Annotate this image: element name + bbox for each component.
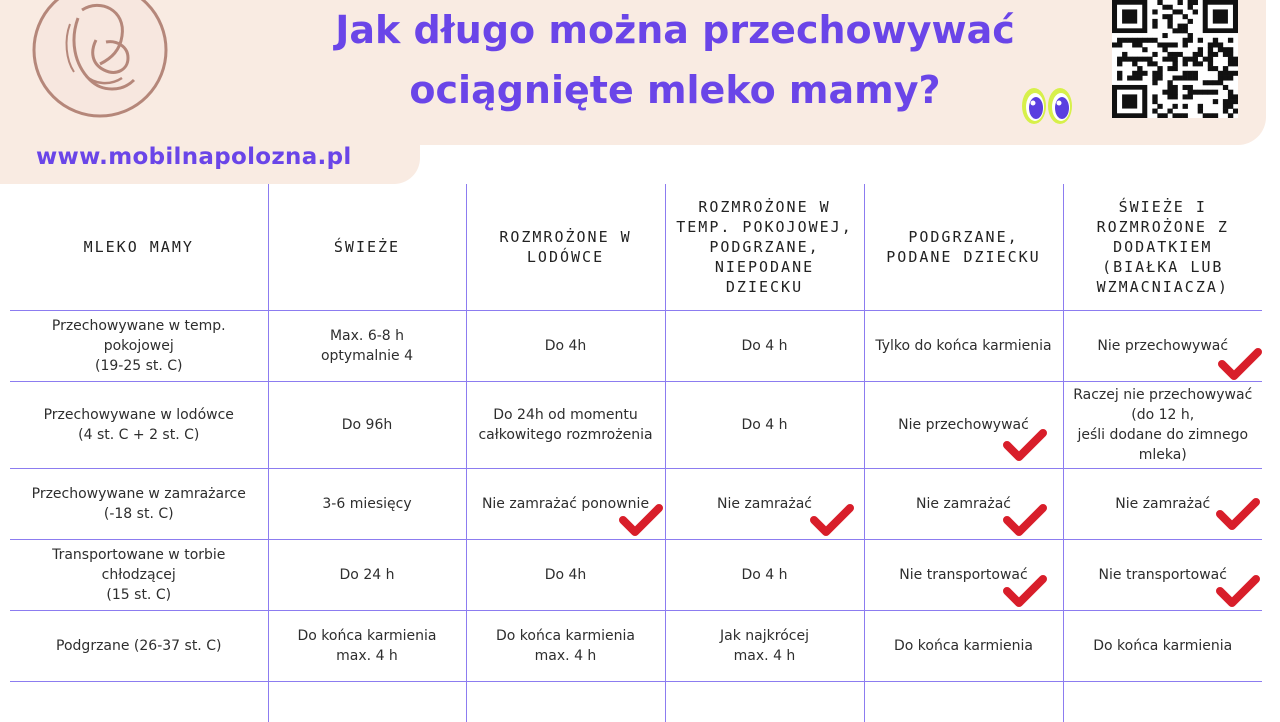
table-cell bbox=[466, 682, 665, 722]
cell-text: Do 4 h bbox=[741, 338, 787, 354]
table-cell bbox=[268, 382, 466, 469]
check-mark-icon bbox=[1003, 503, 1047, 537]
table-cell bbox=[864, 311, 1063, 382]
cell-text: Max. 6-8 h optymalnie 4 bbox=[321, 328, 413, 364]
table-cell bbox=[466, 311, 665, 382]
row-label: Przechowywane w lodówce (4 st. C + 2 st. C) bbox=[10, 382, 268, 469]
mother-baby-logo-icon bbox=[30, 0, 170, 120]
cell-text: 3-6 miesięcy bbox=[322, 496, 411, 512]
table-row bbox=[10, 311, 1262, 382]
cell-text: Do 4 h bbox=[741, 417, 787, 433]
cell-text: Nie transportować bbox=[899, 567, 1027, 583]
table-cell bbox=[1063, 682, 1262, 722]
check-mark-icon bbox=[1003, 574, 1047, 608]
table-row bbox=[10, 682, 1262, 722]
cell-text: Nie przechowywać bbox=[898, 417, 1029, 433]
table-cell bbox=[665, 382, 864, 469]
title-line-1: Jak długo można przechowywać bbox=[180, 0, 1170, 60]
check-mark-icon bbox=[1218, 347, 1262, 381]
table-cell bbox=[864, 611, 1063, 682]
eyes-icon bbox=[1020, 84, 1076, 128]
cell-text: Do 4h bbox=[545, 338, 587, 354]
table-cell bbox=[864, 469, 1063, 540]
table-cell bbox=[665, 469, 864, 540]
column-header-thawed-fridge: ROZMROŻONE W LODÓWCE bbox=[466, 184, 665, 311]
row-label: Przechowywane w zamrażarce (-18 st. C) bbox=[10, 469, 268, 540]
cell-text: Nie zamrażać bbox=[717, 496, 812, 512]
table-cell bbox=[665, 311, 864, 382]
table-cell bbox=[1063, 469, 1262, 540]
table-row bbox=[10, 469, 1262, 540]
storage-table bbox=[10, 184, 1262, 722]
row-label: Przechowywane w temp. pokojowej (19-25 st. C) bbox=[10, 311, 268, 382]
cell-text: Jak najkrócej max. 4 h bbox=[720, 628, 809, 664]
cell-text: Nie zamrażać bbox=[1115, 496, 1210, 512]
cell-text: Nie zamrażać bbox=[916, 496, 1011, 512]
cell-text: Do 4 h bbox=[741, 567, 787, 583]
table-cell bbox=[466, 382, 665, 469]
column-header-milk: MLEKO MAMY bbox=[10, 184, 268, 311]
cell-text: Do 96h bbox=[342, 417, 392, 433]
table-cell bbox=[864, 540, 1063, 611]
cell-text: Nie przechowywać bbox=[1097, 338, 1228, 354]
column-header-fresh: ŚWIEŻE bbox=[268, 184, 466, 311]
table-row bbox=[10, 611, 1262, 682]
check-mark-icon bbox=[619, 503, 663, 537]
table-cell bbox=[268, 469, 466, 540]
cell-text: Do końca karmienia max. 4 h bbox=[297, 628, 436, 664]
table-cell bbox=[466, 469, 665, 540]
title-line-2: ociągnięte mleko mamy? bbox=[180, 60, 1170, 120]
table-cell bbox=[1063, 611, 1262, 682]
cell-text: Do końca karmienia bbox=[894, 638, 1033, 654]
cell-text: Raczej nie przechowywać (do 12 h, jeśli dodane do zimnego mleka) bbox=[1073, 387, 1252, 463]
check-mark-icon bbox=[810, 503, 854, 537]
check-mark-icon bbox=[1216, 574, 1260, 608]
table-cell bbox=[1063, 311, 1262, 382]
check-mark-icon bbox=[1216, 497, 1260, 531]
cell-text: Nie zamrażać ponownie bbox=[482, 496, 649, 512]
cell-text: Do 4h bbox=[545, 567, 587, 583]
cell-text: Nie transportować bbox=[1099, 567, 1227, 583]
table-cell bbox=[864, 682, 1063, 722]
cell-text: Do 24 h bbox=[340, 567, 395, 583]
table-cell bbox=[1063, 382, 1262, 469]
table-row bbox=[10, 382, 1262, 469]
column-header-warmed-served: PODGRZANE, PODANE DZIECKU bbox=[864, 184, 1063, 311]
qr-code-icon bbox=[1112, 0, 1238, 118]
table-cell bbox=[466, 540, 665, 611]
table-header-row bbox=[10, 184, 1262, 311]
table-cell bbox=[1063, 540, 1262, 611]
table-cell bbox=[864, 382, 1063, 469]
cell-text: Do końca karmienia bbox=[1093, 638, 1232, 654]
table-cell bbox=[665, 611, 864, 682]
table-cell bbox=[268, 540, 466, 611]
cell-text: Do końca karmienia max. 4 h bbox=[496, 628, 635, 664]
column-header-with-additive: ŚWIEŻE I ROZMROŻONE Z DODATKIEM (BIAŁKA LUB WZMACNIACZA) bbox=[1063, 184, 1262, 311]
table-cell bbox=[665, 540, 864, 611]
cell-text: Tylko do końca karmienia bbox=[875, 338, 1051, 354]
row-label: Transportowane w torbie chłodzącej (15 st. C) bbox=[10, 540, 268, 611]
cell-text: Do 24h od momentu całkowitego rozmrożenia bbox=[478, 407, 652, 443]
table-row bbox=[10, 540, 1262, 611]
check-mark-icon bbox=[1003, 428, 1047, 462]
table-cell bbox=[268, 311, 466, 382]
table-cell bbox=[268, 611, 466, 682]
website-url: www.mobilnapolozna.pl bbox=[36, 144, 352, 170]
table-cell bbox=[665, 682, 864, 722]
column-header-thawed-room-temp: ROZMROŻONE W TEMP. POKOJOWEJ, PODGRZANE, NIEPODANE DZIECKU bbox=[665, 184, 864, 311]
table-cell bbox=[10, 682, 268, 722]
table-cell bbox=[466, 611, 665, 682]
row-label: Podgrzane (26-37 st. C) bbox=[10, 611, 268, 682]
table-cell bbox=[268, 682, 466, 722]
